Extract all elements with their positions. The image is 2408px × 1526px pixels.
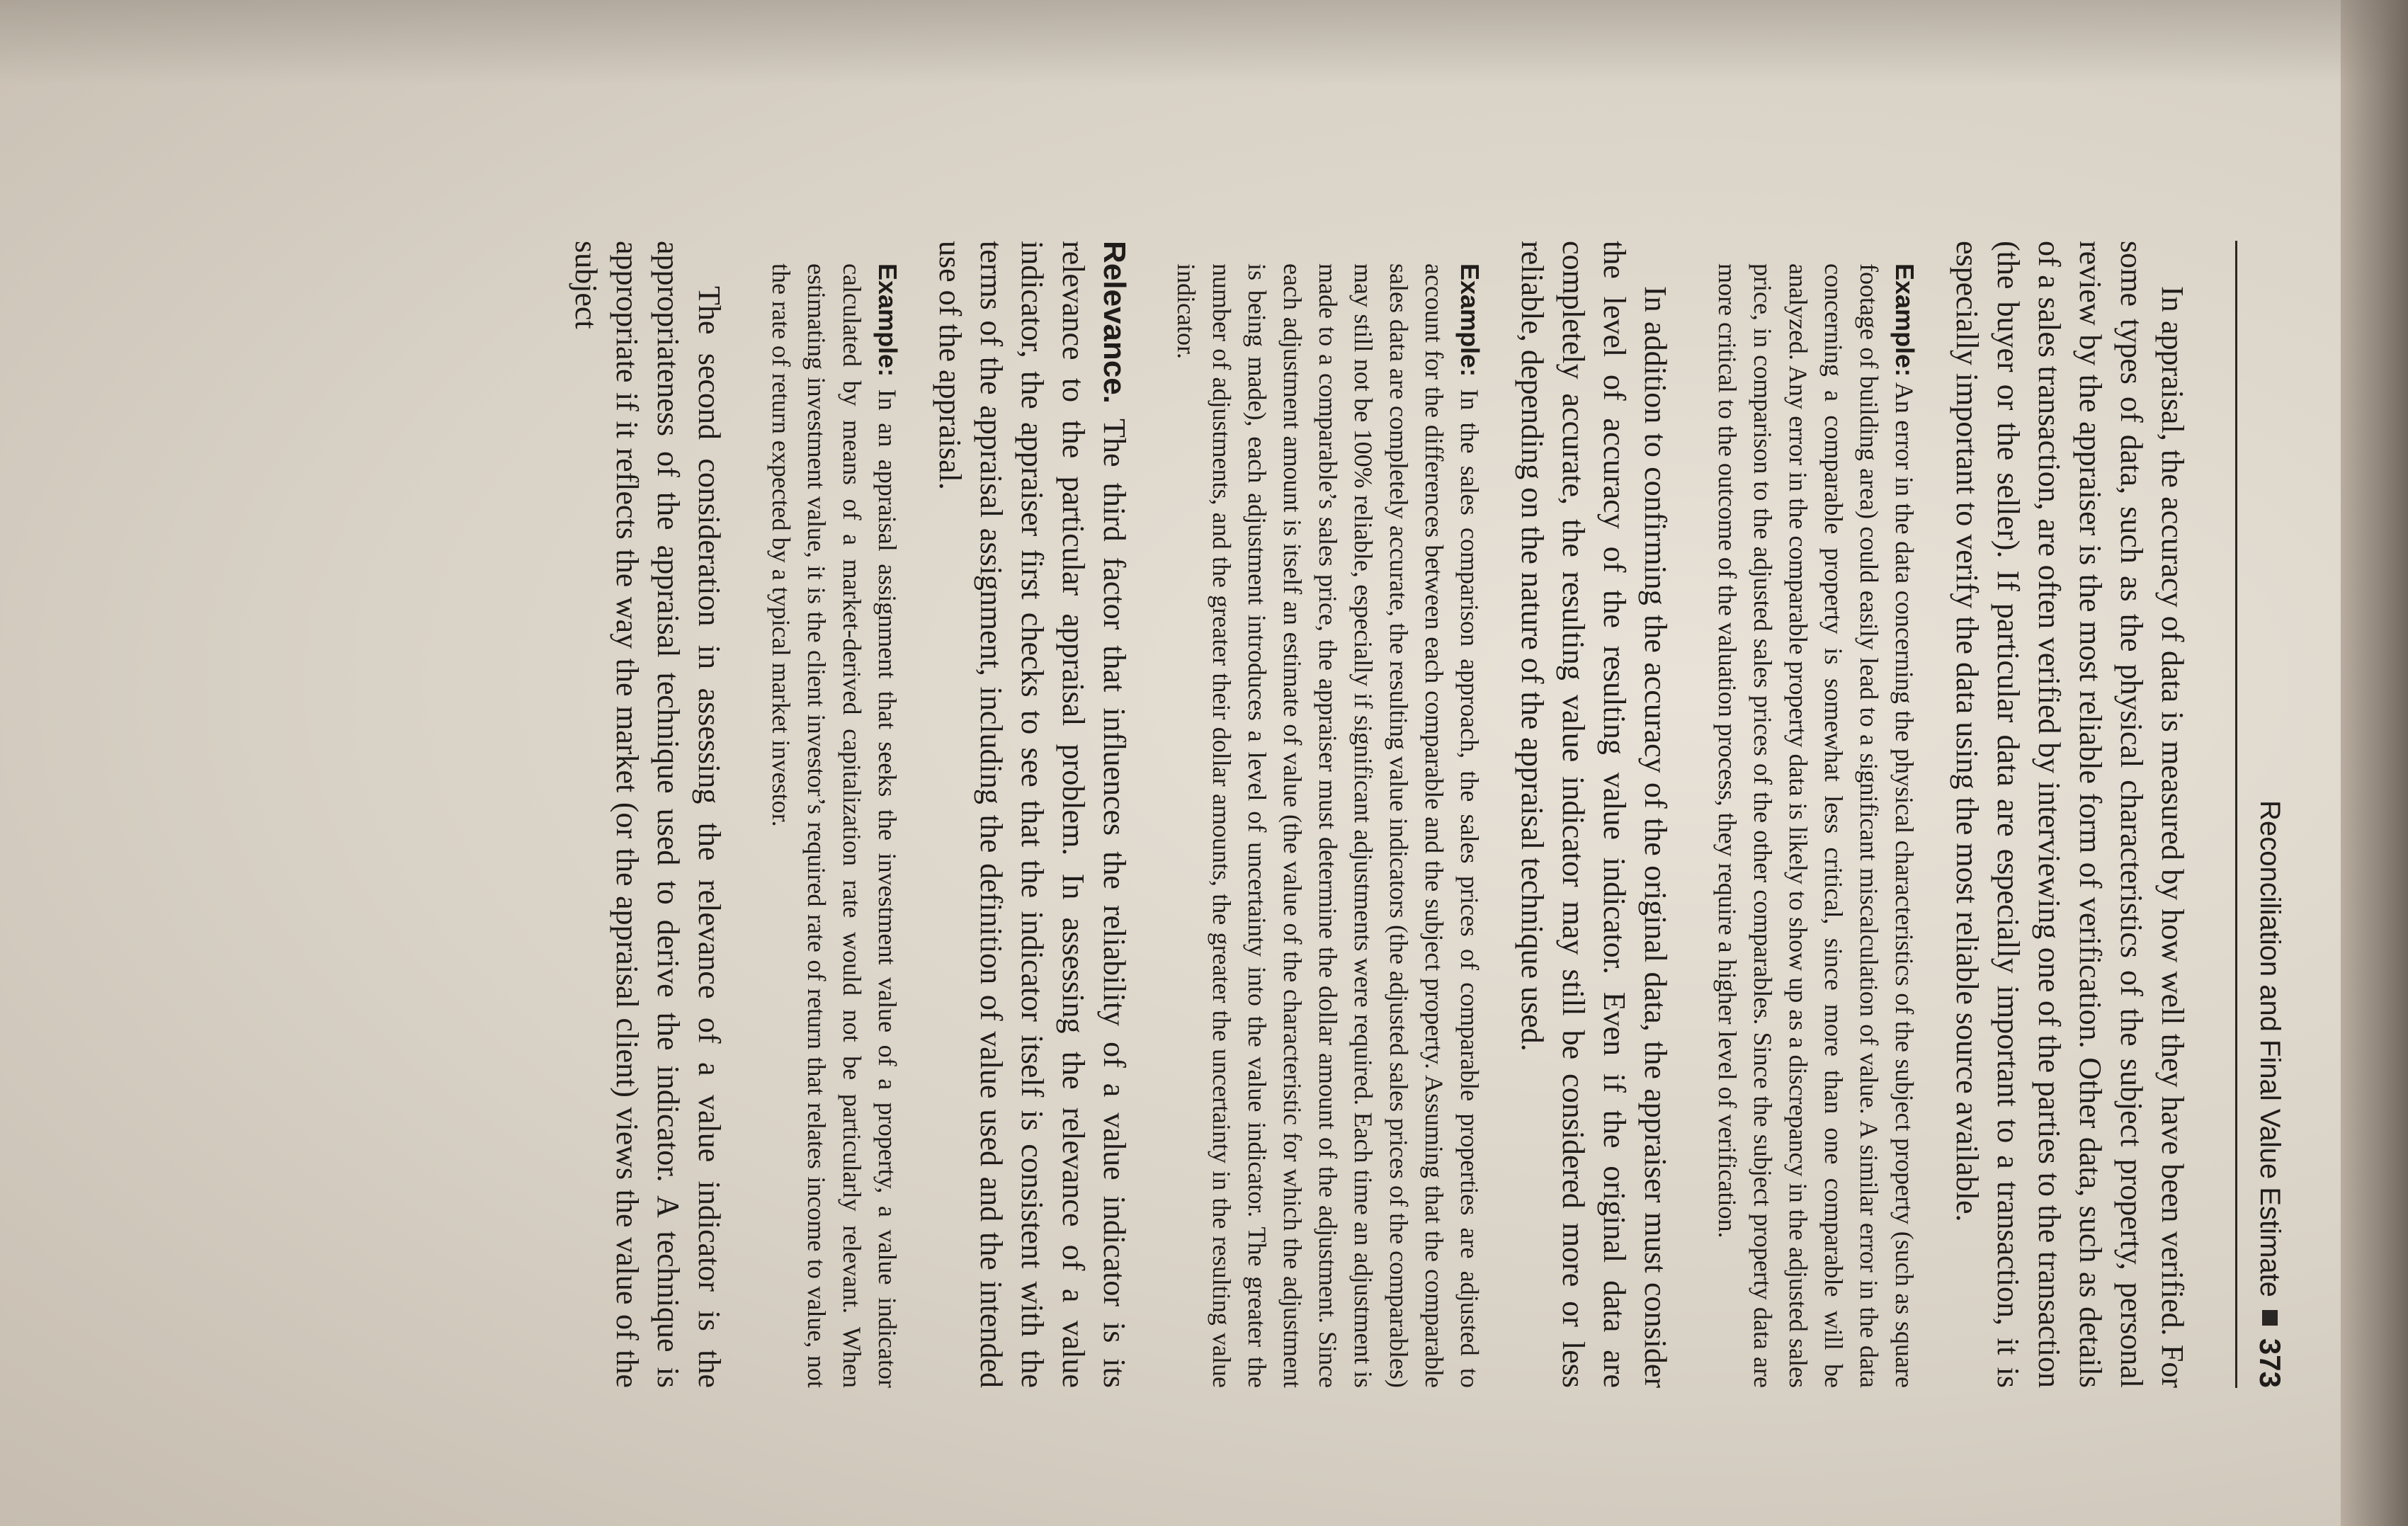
example-text: An error in the data concerning the physical characteristics of the subject property (such as square footage of building area) could easily lead to a significant miscalculation of value. A similar error in the data concerning a comparable property is somewhat less critical, since more than one comparable will be analyzed. Any error in the comparable property data is likely to show up as a discrepancy in the adjusted sales price, in comparison to the adjusted sales prices of the other comparables. Since the subject property data are more critical to the outcome of the valuation process, they require a higher level of verification. bbox=[1713, 263, 1919, 1388]
example-block-1 bbox=[1710, 263, 1922, 1388]
example-label: Example: bbox=[1455, 263, 1484, 377]
example-text: In an appraisal assignment that seeks the investment value of a property, a value indicator calculated by means of a market-derived capitalization rate would not be particularly relevant. When estimating investment value, it is the client investor’s required rate of return that relates income to value, not the rate of return expected by a typical market investor. bbox=[767, 263, 902, 1388]
example-label: Example: bbox=[873, 263, 902, 377]
example-label: Example: bbox=[1890, 263, 1919, 377]
relevance-heading: Relevance. bbox=[1097, 241, 1132, 404]
relevance-text: The third factor that influences the reliability of a value indicator is its relevance to the particular appraisal problem. In assessing the relevance of a value indicator, the appraiser first checks to see that the indicator itself is consistent with the terms of the appraisal assignment, including the definition of value used and the intended use of the appraisal. bbox=[933, 241, 1132, 1388]
paragraph-value-indicator-accuracy: In addition to confirming the accuracy of the original data, the appraiser must consider the level of accuracy of the resulting value indicator. Even if the original data are completely accurate, the resulting value indicator may still be considered more or less reliable, depending on the nature of the appraisal technique used. bbox=[1515, 241, 1673, 1388]
paragraph-appropriateness: The second consideration in assessing the relevance of a value indicator is the appropriateness of the appraisal technique used to derive the indicator. A technique is appropriate if it reflects the way the market (or the appraisal client) views the value of the subject bbox=[569, 241, 727, 1388]
page-body bbox=[565, 241, 2193, 1388]
book-page bbox=[166, 28, 2355, 1473]
page-number: 373 bbox=[2254, 1338, 2287, 1388]
example-block-3 bbox=[763, 263, 905, 1388]
square-bullet-icon bbox=[2262, 1310, 2278, 1326]
example-block-2 bbox=[1169, 263, 1487, 1388]
paragraph-accuracy: In appraisal, the accuracy of data is measured by how well they have been verified. For some types of data, such as the physical characteristics of the subject property, personal review by the appraiser is the most reliable form of verification. Other data, such as details of a sales transaction, are often verified by interviewing one of the parties to the transaction (the buyer or the seller). If particular data are especially important to a transaction, it is especially important to verify the data using the most reliable source available. bbox=[1950, 241, 2190, 1388]
running-title: Reconciliation and Final Value Estimate bbox=[2254, 800, 2286, 1297]
example-text: In the sales comparison approach, the sales prices of comparable properties are adjusted to account for the differences between each comparable and the subject property. Assuming that the comparable sales data are completely accurate, the resulting value indicators (the adjusted sales prices of the comparables) may still not be 100% reliable, especially if significant adjustments were required. Each time an adjustment is made to a comparable’s sales price, the appraiser must determine the dollar amount of the adjustment. Since each adjustment amount is itself an estimate of value (the value of the characteristic for which the adjustment is being made), each adjustment introduces a level of uncertainty into the value indicator. The greater the number of adjustments, and the greater their dollar amounts, the greater the uncertainty in the resulting value indicator. bbox=[1172, 263, 1484, 1388]
running-head bbox=[2235, 241, 2305, 1388]
paragraph-relevance bbox=[929, 241, 1135, 1388]
